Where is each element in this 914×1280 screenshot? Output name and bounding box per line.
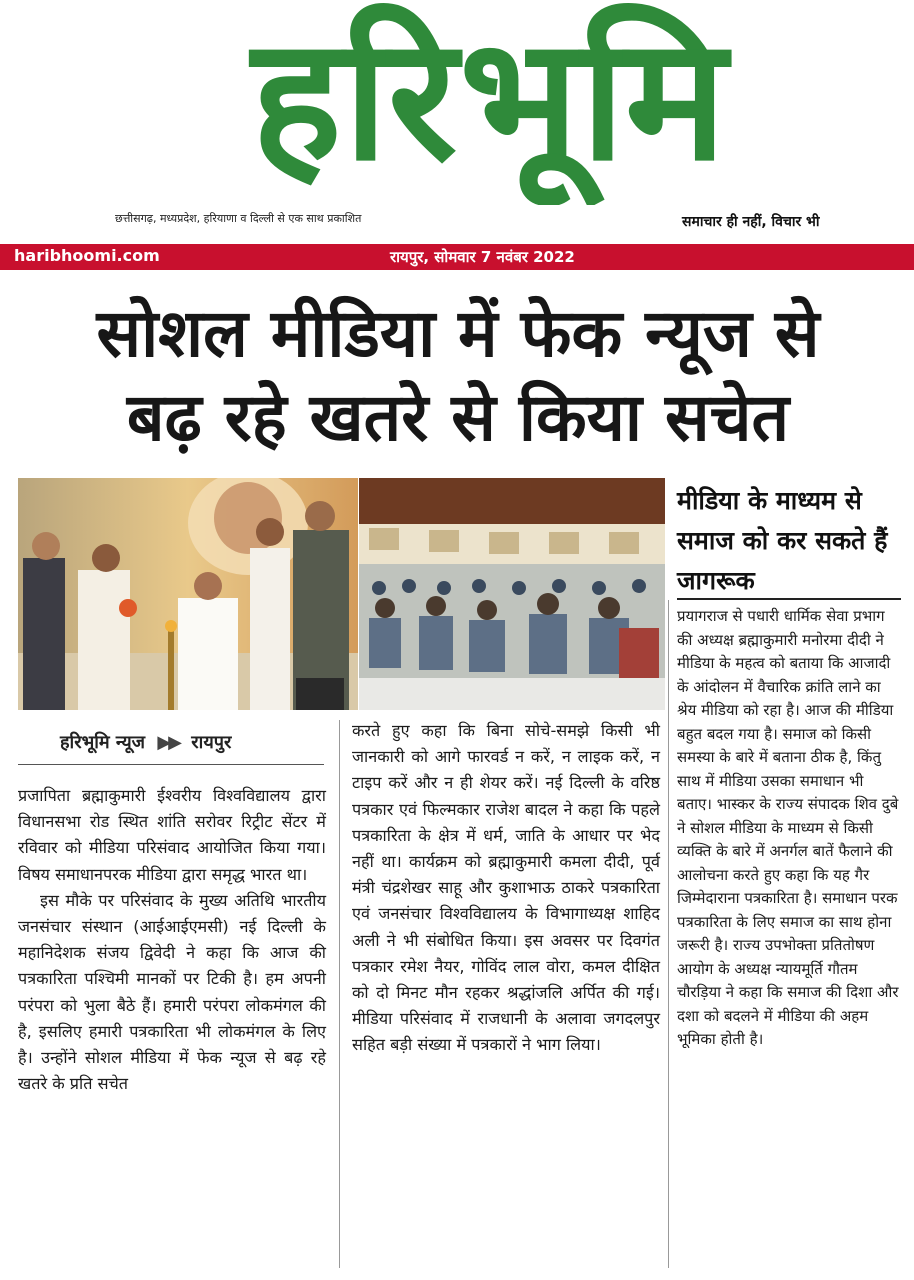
paragraph: प्रजापिता ब्रह्माकुमारी ईश्वरीय विश्वविद्यालय द्वारा विधानसभा रोड स्थित शांति सरोवर रिट्रीट सेंटर में रविवार को मीडिया परिसंवाद आयोजित किया गया। विषय समाधानपरक मीडिया द्वारा समृद्ध भारत था। xyxy=(18,786,326,884)
dateline: रायपुर, सोमवार 7 नवंबर 2022 xyxy=(390,248,575,266)
subheading: मीडिया के माध्यम से समाज को कर सकते हैं जागरूक xyxy=(677,486,888,595)
headline xyxy=(30,292,886,460)
byline-divider xyxy=(18,764,324,765)
audience-photo xyxy=(359,478,665,710)
website-link[interactable]: haribhoomi.com xyxy=(14,246,160,265)
paragraph: इस मौके पर परिसंवाद के मुख्य अतिथि भारतीय जनसंचार संस्थान (आईआईएमसी) नई दिल्ली के महानिदेशक संजय द्विवेदी ने कहा कि आज की पत्रकारिता पश्चिमी मानकों पर टिकी है। हम अपनी परंपरा को भुला बैठे हैं। हमारी परंपरा लोकमंगल की है, इसलिए हमारी पत्रकारिता भी लोकमंगल के लिए है। उन्होंने सोशल मीडिया में फेक न्यूज से बढ़ रहे खतरे के प्रति सचेत xyxy=(18,890,326,1094)
article-column-left xyxy=(18,783,326,1097)
date-bar xyxy=(0,244,914,270)
byline-place: रायपुर xyxy=(191,732,232,753)
subheading-underline xyxy=(677,598,901,600)
column-divider xyxy=(339,720,340,1268)
lamp-lighting-photo xyxy=(18,478,358,710)
headline-line-1: सोशल मीडिया में फेक न्यूज से xyxy=(96,295,820,372)
byline xyxy=(60,730,231,754)
tagline: समाचार ही नहीं, विचार भी xyxy=(682,214,820,230)
byline-source: हरिभूमि न्यूज xyxy=(60,732,146,753)
headline-line-2: बढ़ रहे खतरे से किया सचेत xyxy=(126,379,790,456)
article-column-right: प्रयागराज से पधारी धार्मिक सेवा प्रभाग की अध्यक्ष ब्रह्माकुमारी मनोरमा दीदी ने मीडिया के महत्व को बताया कि आजादी के आंदोलन में वैचारिक क्रांति लाने का श्रेय मीडिया को रहा है। आज की मीडिया बहुत बदल गया है। समाज को किसी समस्या के बारे में बताना ठीक है, किंतु साथ में मीडिया उसका समाधान भी बताए। भास्कर के राज्य संपादक शिव दुबे ने सोशल मीडिया के माध्यम से किसी व्यक्ति के बारे में अनर्गल बातें फैलाने की आलोचना करते हुए कहा कि यह गैर जिम्मेदाराना पत्रकारिता है। समाधान परक पत्रकारिता के लिए समाज का साथ होना जरूरी है। राज्य उपभोक्ता प्रतितोषण आयोग के अध्यक्ष न्यायमूर्ति गौतम चौरड़िया ने कहा कि समाज की दिशा और दशा को बदलने में मीडिया की अहम भूमिका होती है। xyxy=(677,607,899,1048)
masthead-logo: हरिभूमि xyxy=(251,1,729,199)
article-column-middle: करते हुए कहा कि बिना सोचे-समझे किसी भी जानकारी को आगे फारवर्ड न करें, न लाइक करें, न टाइप करें और न ही शेयर करें। नई दिल्ली के वरिष्ठ पत्रकार एवं फिल्मकार राजेश बादल ने कहा कि पहले पत्रकारिता के क्षेत्र में धर्म, जाति के आधार पर भेद नहीं था। कार्यक्रम को ब्रह्माकुमारी कमला दीदी, पूर्व मंत्री चंद्रशेखर साहू और कुशाभाऊ ठाकरे पत्रकारिता एवं जनसंचार विश्वविद्यालय के विभागाध्यक्ष शाहिद अली ने भी संबोधित किया। इस अवसर पर दिवगंत पत्रकार रमेश नैयर, गोविंद लाल वोरा, कमल दीक्षित को दो मिनट मौन रहकर श्रद्धांजलि अर्पित की गई। मीडिया परिसंवाद में राजधानी के अलावा जगदलपुर सहित बड़ी संख्या में पत्रकारों ने भाग लिया। xyxy=(352,721,660,1055)
fast-forward-icon: ▶▶ xyxy=(157,732,180,753)
edition-line: छत्तीसगढ़, मध्यप्रदेश, हरियाणा व दिल्ली से एक साथ प्रकाशित xyxy=(115,212,362,225)
column-divider xyxy=(668,600,669,1268)
